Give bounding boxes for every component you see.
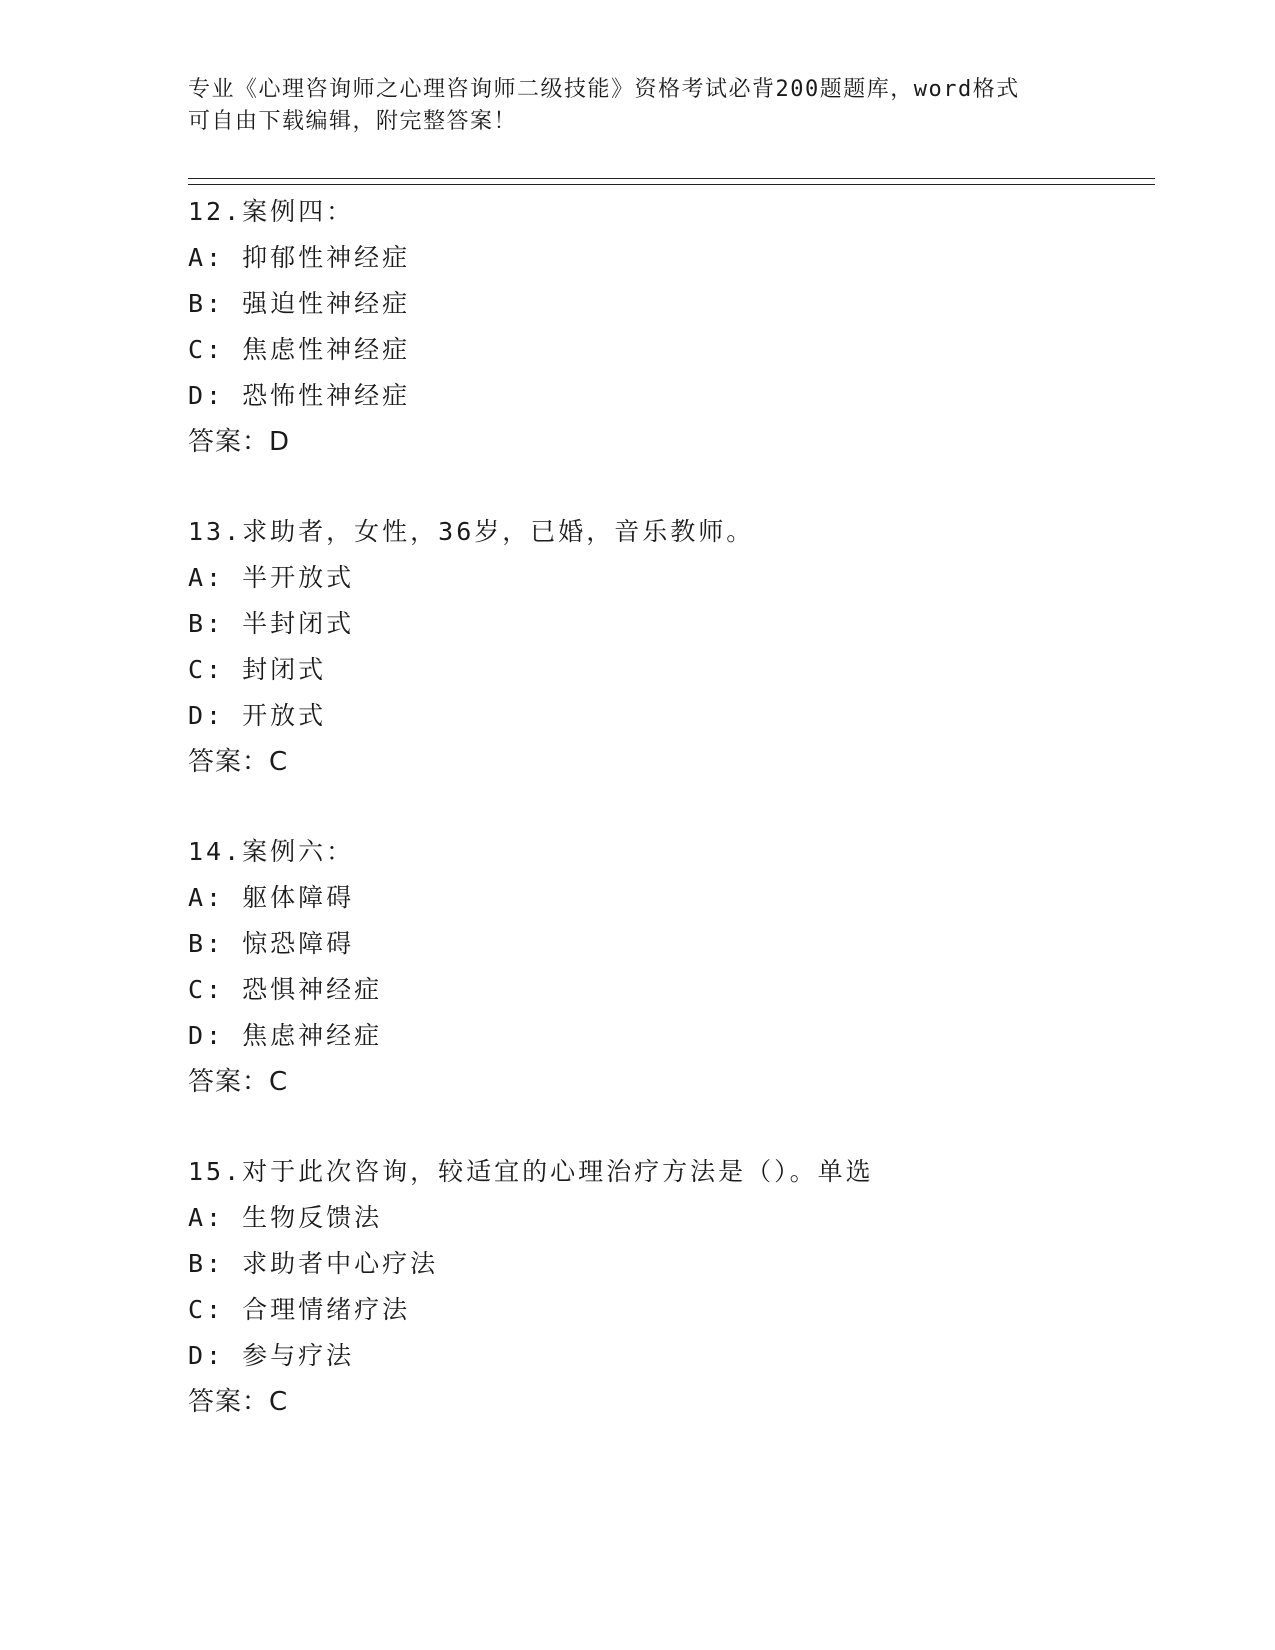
- option-b: B: 求助者中心疗法: [188, 1249, 439, 1278]
- option-d: D: 参与疗法: [188, 1341, 355, 1370]
- header-rule-top: [188, 178, 1155, 179]
- header-line-1: 专业《心理咨询师之心理咨询师二级技能》资格考试必背200题题库，word格式: [188, 77, 1020, 102]
- answer-line: 答案：D: [188, 427, 291, 457]
- option-d: D: 焦虑神经症: [188, 1021, 383, 1050]
- document-header: [188, 74, 1088, 138]
- option-c: C: 封闭式: [188, 655, 327, 684]
- option-d: D: 开放式: [188, 701, 327, 730]
- question-stem: 12.案例四：: [188, 197, 355, 226]
- option-b: B: 半封闭式: [188, 609, 355, 638]
- header-line-2: 可自由下载编辑，附完整答案！: [188, 109, 518, 134]
- answer-line: 答案：C: [188, 747, 289, 777]
- option-c: C: 恐惧神经症: [188, 975, 383, 1004]
- option-d: D: 恐怖性神经症: [188, 381, 411, 410]
- question-stem: 15.对于此次咨询，较适宜的心理治疗方法是（）。单选: [188, 1157, 874, 1186]
- option-a: A: 生物反馈法: [188, 1203, 383, 1232]
- option-c: C: 焦虑性神经症: [188, 335, 411, 364]
- option-a: A: 抑郁性神经症: [188, 243, 411, 272]
- option-b: B: 强迫性神经症: [188, 289, 411, 318]
- question-13: [188, 509, 1148, 785]
- answer-line: 答案：C: [188, 1067, 289, 1097]
- option-c: C: 合理情绪疗法: [188, 1295, 411, 1324]
- option-a: A: 躯体障碍: [188, 883, 355, 912]
- option-a: A: 半开放式: [188, 563, 355, 592]
- answer-line: 答案：C: [188, 1387, 289, 1417]
- question-14: [188, 829, 1148, 1105]
- question-15: [188, 1149, 1148, 1425]
- question-stem: 14.案例六：: [188, 837, 355, 866]
- header-rule-bottom: [188, 184, 1155, 185]
- question-12: [188, 189, 1148, 465]
- question-stem: 13.求助者，女性，36岁，已婚，音乐教师。: [188, 517, 755, 546]
- option-b: B: 惊恐障碍: [188, 929, 355, 958]
